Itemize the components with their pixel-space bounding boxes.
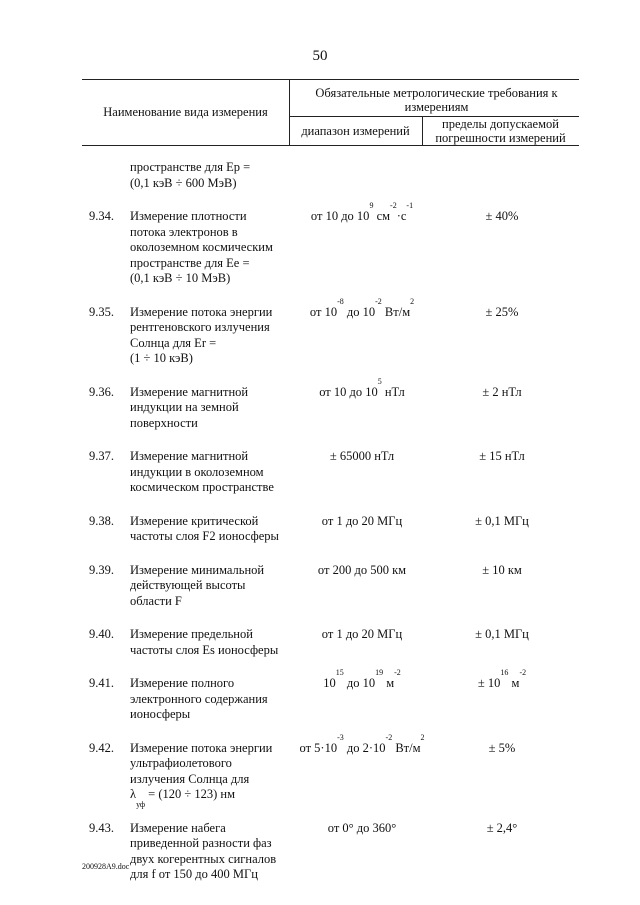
row-range: от 10 до $10^5$ нТл [319,376,405,399]
row-number: 9.41. [89,676,114,690]
row-measurement-name: Измерение полного электронного содержания ионосферы [130,676,268,721]
row-number: 9.37. [89,449,114,463]
row-range: от 0° до 360° [327,820,397,835]
row-measurement-name: Измерение потока энергии ультрафиолетового излучения Солнца для $\lambda_{уф} = (120 \div 123)$ нм [130,740,273,809]
table-row [82,668,579,723]
row-number: 9.36. [89,384,114,399]
header-bottom-rule [82,145,579,146]
row-range: $10^{15}$ до $10^{19}$ $м^{-2}$ [323,668,401,690]
row-error-limit: ± 2,4° [486,820,518,835]
row-range: от 1 до 20 МГц [321,627,403,641]
table-row [82,376,579,432]
header-top-rule [82,79,579,80]
table-row [82,627,579,658]
table-row [82,732,579,809]
row-measurement-name: Измерение магнитной индукции на земной поверхности [130,384,249,430]
row-range: от $10^{-8}$ до $10^{-2}$ $Вт/м^2$ [309,296,415,319]
footer-filename: 200928A9.doc [82,862,130,871]
header-requirements: Обязательные метрологические требования к измерениям [315,86,558,114]
table-header [82,79,579,145]
row-number: 9.35. [89,304,114,319]
row-number: 9.43. [89,820,114,835]
header-measurement-name: Наименование вида измерения [103,105,268,119]
row-measurement-name: Измерение набега приведенной разности фаз двух когерентных сигналов для f от 150 до 400 МГц [130,820,277,881]
table-row [82,514,579,545]
row-range: от 200 до 500 км [317,562,407,577]
table-row [82,821,579,883]
row-error-limit: ± 5% [488,740,516,755]
row-error-limit: ± $10^{16}$ $м^{-2}$ [477,668,527,690]
row-error-limit: ± 40% [485,209,519,223]
row-number: 9.40. [89,627,114,641]
header-error-limits: пределы допускаемой погрешности измерений [435,117,566,145]
row-measurement-name: Измерение критической частоты слоя F2 ионосферы [130,513,279,543]
table-row [82,296,579,367]
row-range: от 1 до 20 МГц [321,513,403,528]
row-measurement-name: Измерение магнитной индукции в околоземном космическом пространстве [130,449,274,494]
table-row [82,449,579,496]
row-error-limit: ± 25% [485,304,519,319]
row-range: от 10 до $10^9$ $см^{-2}\cdot с^{-1}$ [310,201,414,223]
row-range: ± 65000 нТл [329,449,395,463]
row-measurement-name: Измерение плотности потока электронов в околоземном космическим пространстве для Ee = (0,1 кэВ ÷ 10 МэВ) [130,209,273,285]
row-error-limit: ± 0,1 МГц [475,627,529,641]
row-number: 9.42. [89,740,114,755]
row-number: 9.34. [89,209,114,223]
row-measurement-name: Измерение потока энергии рентгеновского излучения Солнца для Er = (1 ÷ 10 кэВ) [130,304,273,365]
row-error-limit: ± 10 км [482,562,522,577]
table-body [82,160,579,901]
table-row [82,160,579,191]
row-measurement-name: Измерение минимальной действующей высоты области F [130,562,265,608]
row-number: 9.38. [89,513,114,528]
row-error-limit: ± 2 нТл [482,384,522,399]
row-range: от $5\cdot 10^{-3}$ до $2\cdot 10^{-2}$ $Вт/м^2$ [299,732,425,755]
row-number: 9.39. [89,562,114,577]
row-error-limit: ± 15 нТл [479,449,525,463]
table-row [82,563,579,610]
table-row [82,201,579,287]
header-range: диапазон измерений [301,124,410,138]
page-number: 50 [312,48,328,64]
row-measurement-name: Измерение предельной частоты слоя Es ионосферы [130,627,279,657]
row-measurement-name: пространстве для Ep = (0,1 кэВ ÷ 600 МэВ) [130,160,251,190]
row-error-limit: ± 0,1 МГц [475,513,529,528]
